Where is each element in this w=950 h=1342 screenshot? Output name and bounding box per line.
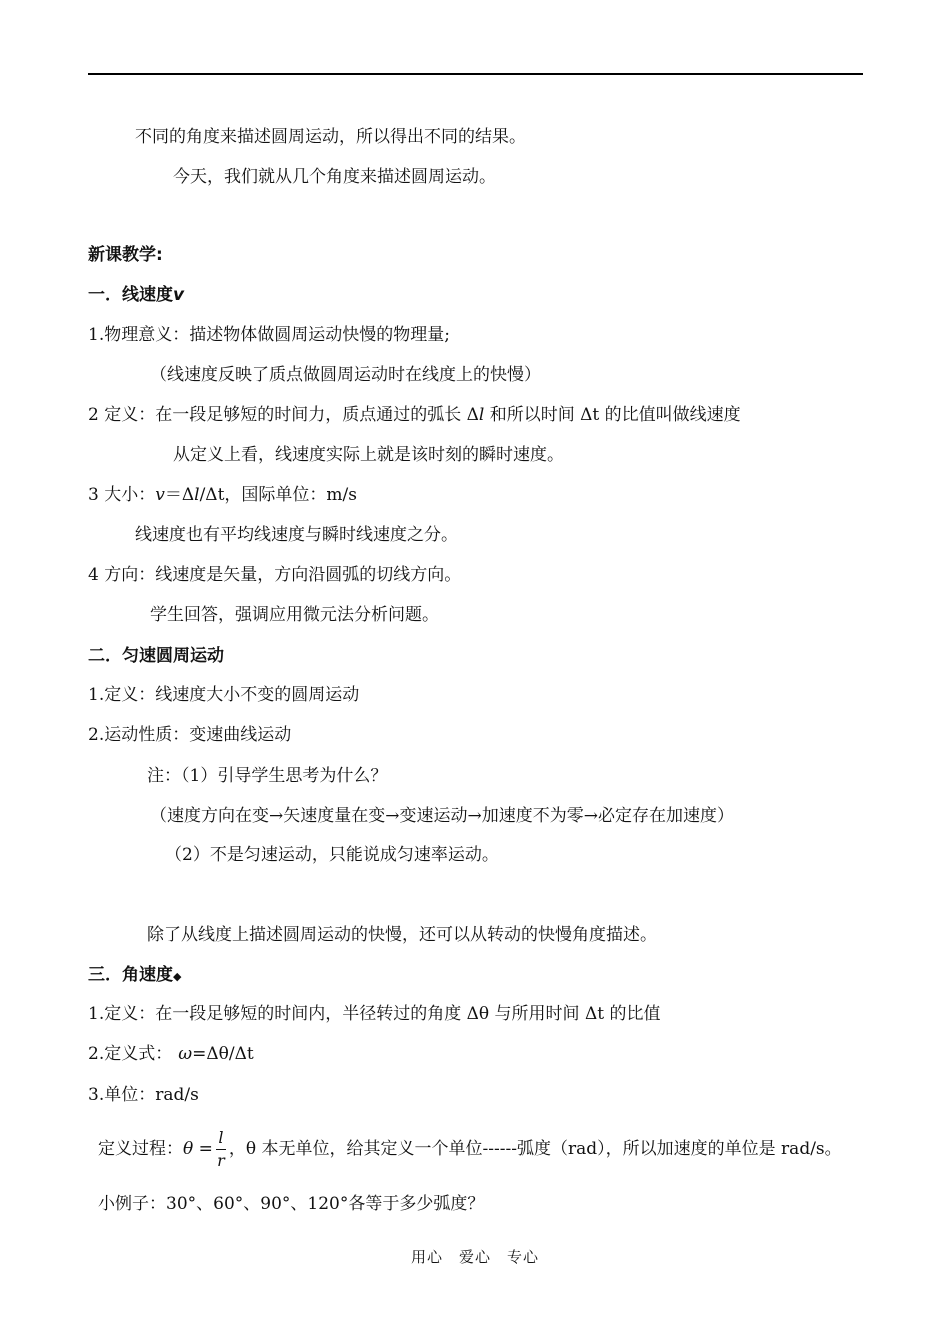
text: 一．线速度 [88, 285, 173, 305]
text: （线速度反映了质点做圆周运动时在线度上的快慢） [150, 365, 541, 385]
text-line [88, 723, 291, 747]
numerator: l [218, 1128, 224, 1147]
text: =Δθ/Δt [192, 1044, 254, 1064]
text: 和所以时间 Δt 的比值叫做线速度 [484, 405, 741, 425]
symbol-v: v [155, 485, 165, 505]
text: 3 大小： [88, 485, 156, 505]
fraction-l-over-r [216, 1128, 226, 1171]
text: 2 定义：在一段足够短的时间力，质点通过的弧长 Δ [88, 405, 479, 425]
text-line [88, 683, 359, 707]
denominator: r [217, 1151, 225, 1170]
text: （2）不是匀速运动，只能说成匀速率运动。 [165, 845, 499, 865]
text: 不同的角度来描述圆周运动，所以得出不同的结果。 [135, 127, 526, 147]
symbol-omega: ω [178, 1044, 193, 1064]
heading-angular-velocity [88, 963, 181, 989]
text-line [98, 1192, 484, 1216]
definition-formula-line [98, 1123, 842, 1175]
heading-uniform-circular-motion [88, 644, 224, 668]
text-line [88, 483, 357, 507]
text-line [88, 563, 461, 587]
text: 1.定义：线速度大小不变的圆周运动 [88, 685, 360, 705]
text-line [147, 764, 387, 788]
text: 线速度也有平均线速度与瞬时线速度之分。 [135, 525, 458, 545]
text-line [150, 603, 439, 627]
text-line [150, 363, 541, 387]
header-rule [88, 73, 863, 75]
text: 2.定义式： [88, 1044, 173, 1064]
text: 1.物理意义：描述物体做圆周运动快慢的物理量; [88, 325, 450, 345]
text: 注：（1）引导学生思考为什么？ [147, 766, 388, 786]
section-heading [88, 243, 163, 267]
text-line [135, 125, 526, 149]
text: 除了从线度上描述圆周运动的快慢，还可以从转动的快慢角度描述。 [147, 925, 657, 945]
symbol-l: l [478, 405, 485, 425]
symbol-omega-glyph: ◆ [173, 970, 182, 983]
fraction-bar [216, 1149, 226, 1150]
text-line [88, 1042, 254, 1066]
text: 学生回答，强调应用微元法分析问题。 [150, 605, 439, 625]
text: 今天，我们就从几个角度来描述圆周运动。 [173, 167, 496, 187]
text: 3.单位：rad/s [88, 1085, 199, 1105]
text: /Δt，国际单位：m/s [199, 485, 357, 505]
text-line [173, 443, 564, 467]
text-line [150, 804, 734, 828]
text: 4 方向：线速度是矢量，方向沿圆弧的切线方向。 [88, 565, 462, 585]
text: 从定义上看，线速度实际上就是该时刻的瞬时速度。 [173, 445, 564, 465]
text: 定义过程： [98, 1139, 183, 1159]
text-line [88, 1002, 660, 1026]
text: （速度方向在变→矢速度量在变→变速运动→加速度不为零→必定存在加速度） [150, 806, 734, 826]
equals-sign: = [193, 1139, 213, 1159]
text: 2.运动性质：变速曲线运动 [88, 725, 292, 745]
text-line [135, 523, 458, 547]
text-line [147, 923, 657, 947]
symbol-theta: θ [183, 1139, 194, 1159]
text: 1.定义：在一段足够短的时间内，半径转过的角度 Δθ 与所用时间 Δt 的比值 [88, 1004, 661, 1024]
text-line [88, 323, 450, 347]
text: 小例子：30°、60°、90°、120°各等于多少弧度？ [98, 1194, 485, 1214]
text: ＝Δ [164, 485, 195, 505]
text: 二．匀速圆周运动 [88, 646, 224, 666]
text: 三．角速度 [88, 965, 173, 985]
page-footer: 用心 爱心 专心 [410, 1248, 539, 1266]
symbol-l: l [194, 485, 200, 505]
text-line [88, 403, 741, 427]
text-line [173, 165, 496, 189]
text: ，θ 本无单位，给其定义一个单位------弧度（rad），所以加速度的单位是 rad/s。 [228, 1139, 842, 1159]
text-line [88, 1083, 199, 1107]
symbol-v: v [173, 285, 185, 305]
text: 新课教学: [88, 245, 163, 265]
text-line [165, 843, 499, 867]
heading-linear-velocity [88, 283, 184, 307]
